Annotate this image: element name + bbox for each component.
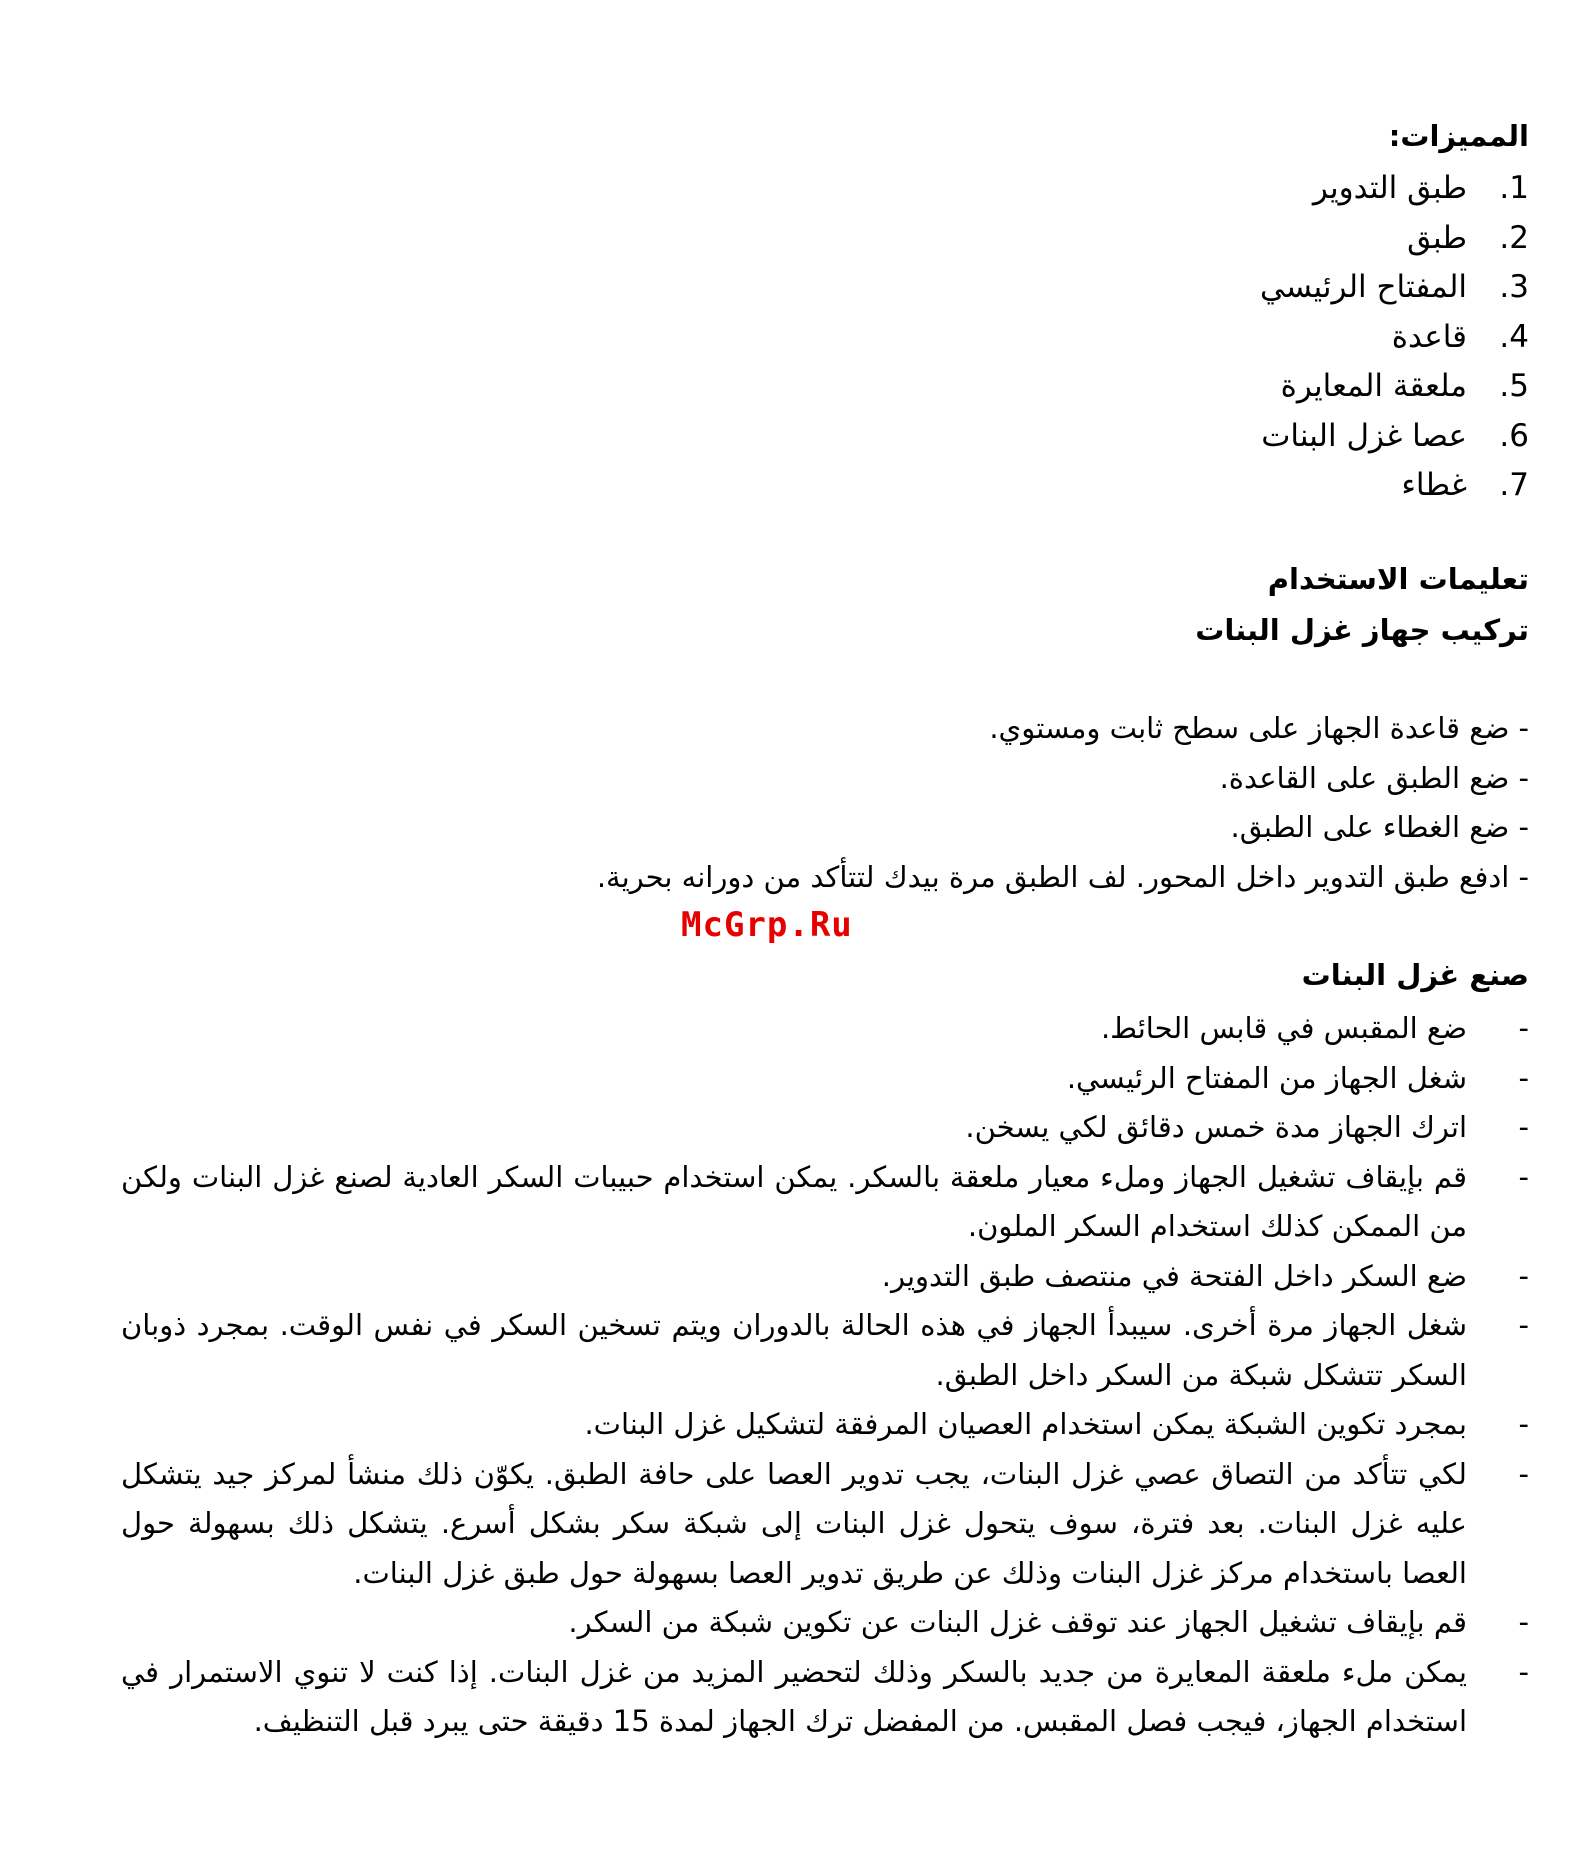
bullet-dash: - xyxy=(1518,1308,1529,1342)
feature-number: 5. xyxy=(1499,368,1529,404)
feature-item xyxy=(829,313,1529,363)
making-step-text: بمجرد تكوين الشبكة يمكن استخدام العصيان المرفقة لتشكيل غزل البنات. xyxy=(584,1407,1467,1441)
bullet-dash: - xyxy=(1518,1258,1529,1293)
making-step xyxy=(121,1648,1529,1747)
making-title: صنع غزل البنات xyxy=(1301,958,1529,992)
bullet-dash: - xyxy=(1518,1605,1529,1639)
feature-number: 7. xyxy=(1499,467,1529,503)
feature-label: المفتاح الرئيسي xyxy=(1260,269,1467,305)
feature-label: طبق التدوير xyxy=(1312,170,1467,206)
features-title: المميزات: xyxy=(1388,119,1529,153)
making-step xyxy=(121,1004,1529,1054)
feature-label: طبق xyxy=(1407,219,1467,256)
making-step xyxy=(121,1153,1529,1252)
feature-number: 4. xyxy=(1499,318,1529,355)
feature-item xyxy=(829,412,1529,462)
feature-item xyxy=(829,461,1529,511)
bullet-dash: - xyxy=(1518,1011,1529,1045)
making-step xyxy=(121,1054,1529,1104)
making-step xyxy=(121,1103,1529,1153)
assembly-step: - ضع الطبق على القاعدة. xyxy=(1219,760,1529,795)
feature-item xyxy=(829,214,1529,264)
feature-label: قاعدة xyxy=(1391,318,1467,355)
making-step-text: قم بإيقاف تشغيل الجهاز وملء معيار ملعقة بالسكر. يمكن استخدام حبيبات السكر العادية لصنع غزل البنات ولكن من الممكن كذلك استخدام السكر الملون. xyxy=(121,1159,1467,1243)
making-step-text: شغل الجهاز من المفتاح الرئيسي. xyxy=(1066,1060,1467,1095)
making-step-text: ضع المقبس في قابس الحائط. xyxy=(1100,1011,1467,1045)
feature-number: 1. xyxy=(1499,170,1529,206)
bullet-dash: - xyxy=(1518,1407,1529,1441)
feature-item xyxy=(829,263,1529,313)
bullet-dash: - xyxy=(1518,1159,1529,1194)
bullet-dash: - xyxy=(1518,1110,1529,1144)
feature-item xyxy=(829,164,1529,214)
feature-number: 2. xyxy=(1499,219,1529,256)
assembly-step: - ضع الغطاء على الطبق. xyxy=(1230,810,1529,844)
making-step-text: شغل الجهاز مرة أخرى. سيبدأ الجهاز في هذه الحالة بالدوران ويتم تسخين السكر في نفس الوقت. بمجرد ذوبان السكر تتشكل شبكة من السكر داخل الطبق. xyxy=(121,1308,1467,1392)
making-step-text: اترك الجهاز مدة خمس دقائق لكي يسخن. xyxy=(965,1110,1467,1144)
features-list xyxy=(829,164,1529,511)
assembly-step: - ضع قاعدة الجهاز على سطح ثابت ومستوي. xyxy=(989,711,1529,745)
feature-label: غطاء xyxy=(1401,467,1467,503)
bullet-dash: - xyxy=(1518,1060,1529,1095)
feature-label: ملعقة المعايرة xyxy=(1280,368,1467,404)
making-step-text: ضع السكر داخل الفتحة في منتصف طبق التدوير. xyxy=(881,1258,1467,1293)
feature-item xyxy=(829,362,1529,412)
making-step xyxy=(121,1450,1529,1599)
making-step xyxy=(121,1400,1529,1450)
making-step xyxy=(121,1598,1529,1648)
assembly-title: تركيب جهاز غزل البنات xyxy=(1195,613,1529,647)
making-step xyxy=(121,1301,1529,1400)
feature-number: 3. xyxy=(1499,269,1529,305)
making-step-text: لكي تتأكد من التصاق عصي غزل البنات، يجب تدوير العصا على حافة الطبق. يكوّن ذلك منشأ لمركز جيد يتشكل عليه غزل البنات. بعد فترة، سوف يتحول غزل البنات إلى شبكة سكر بشكل أسرع. يتشكل ذلك بسهولة حول العصا باستخدام مركز غزل البنات وذلك عن طريق تدوير العصا بسهولة حول طبق غزل البنات. xyxy=(121,1456,1467,1590)
making-step xyxy=(121,1252,1529,1302)
making-step-text: قم بإيقاف تشغيل الجهاز عند توقف غزل البنات عن تكوين شبكة من السكر. xyxy=(568,1605,1467,1639)
feature-number: 6. xyxy=(1499,417,1529,454)
assembly-steps xyxy=(429,704,1529,902)
watermark: McGrp.Ru xyxy=(681,905,853,945)
making-steps xyxy=(121,1004,1529,1747)
bullet-dash: - xyxy=(1518,1456,1529,1491)
making-step-text: يمكن ملء ملعقة المعايرة من جديد بالسكر وذلك لتحضير المزيد من غزل البنات. إذا كنت لا تنوي الاستمرار في استخدام الجهاز، فيجب فصل المقبس. من المفضل ترك الجهاز لمدة 15 دقيقة حتى يبرد قبل التنظيف. xyxy=(121,1654,1467,1738)
bullet-dash: - xyxy=(1518,1654,1529,1689)
assembly-step: - ادفع طبق التدوير داخل المحور. لف الطبق مرة بيدك لتتأكد من دورانه بحرية. xyxy=(596,859,1529,894)
feature-label: عصا غزل البنات xyxy=(1261,417,1467,454)
usage-instructions-title: تعليمات الاستخدام xyxy=(1267,562,1529,596)
